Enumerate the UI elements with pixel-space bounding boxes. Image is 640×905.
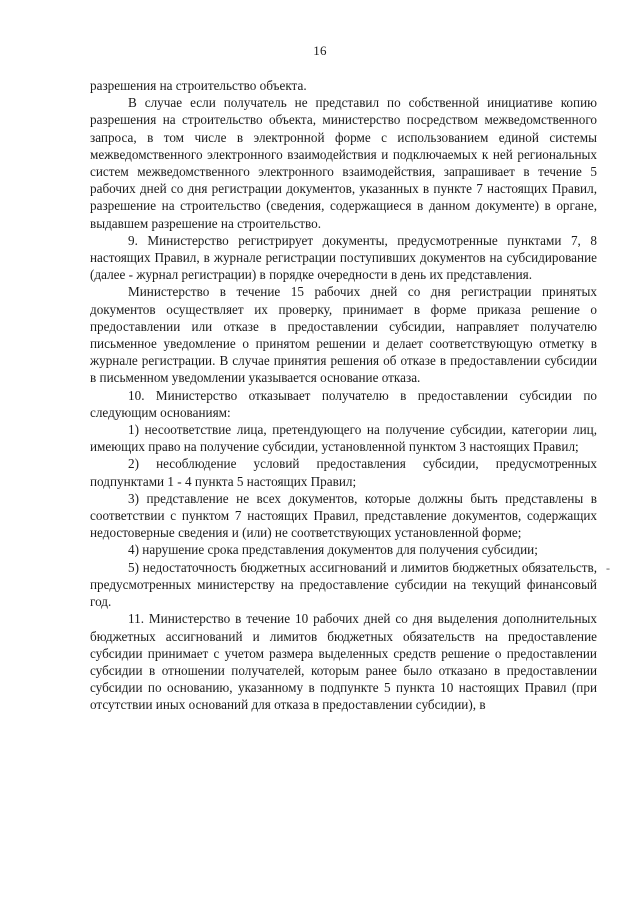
paragraph-interagency-request: В случае если получатель не представил по собственной инициативе копию разрешения на строительство объекта, министерство посредством межведомственного запроса, в том числе в электронной форме с использованием единой системы межведомственного электронного взаимодействия и подключаемых к ней региональных систем межведомственного электронного взаимодействия, запрашивает в течение 5 рабочих дней со дня регистрации документов, указанных в пункте 7 настоящих Правил, разрешение на строительство (сведения, содержащиеся в данном документе) в органе, выдавшем разрешение на строительство.: [90, 95, 597, 231]
list-item-4: 4) нарушение срока представления документов для получения субсидии;: [128, 542, 538, 558]
page-number: 16: [313, 43, 327, 58]
document-body: [90, 77, 597, 714]
paragraph-item-11: 11. Министерство в течение 10 рабочих дней со дня выделения дополнительных бюджетных ассигнований и лимитов бюджетных обязательств на предоставление субсидии принимает с учетом размера выделенных средств решение о предоставлении субсидии в отношении получателей, которым ранее было отказано в предоставлении субсидии по основанию, указанному в подпункте 5 пункта 10 настоящих Правил (при отсутствии иных оснований для отказа в предоставлении субсидии), в: [90, 611, 597, 713]
paragraph-review-decision: Министерство в течение 15 рабочих дней со дня регистрации принятых документов осуществляет их проверку, принимает в форме приказа решение о предоставлении или отказе в предоставлении субсидии, направляет получателю письменное уведомление о принятом решении и делает соответствующую отметку в журнале регистрации. В случае принятия решения об отказе в предоставлении субсидии в письменном уведомлении указывается основание отказа.: [90, 284, 597, 386]
paragraph-continuation: разрешения на строительство объекта.: [90, 78, 307, 93]
paragraph-item-9: 9. Министерство регистрирует документы, предусмотренные пунктами 7, 8 настоящих Правил, в журнале регистрации поступивших документов на субсидирование (далее - журнал регистрации) в порядке очередности в день их представления.: [90, 232, 597, 283]
margin-mark: -: [606, 561, 610, 575]
list-item-5: 5) недостаточность бюджетных ассигнований и лимитов бюджетных обязательств, предусмотренных министерству на предоставление субсидии на текущий финансовый год.: [90, 559, 597, 610]
paragraph-item-10: 10. Министерство отказывает получателю в предоставлении субсидии по следующим основаниям:: [90, 387, 597, 420]
list-item-2: 2) несоблюдение условий предоставления субсидии, предусмотренных подпунктами 1 - 4 пункта 5 настоящих Правил;: [90, 456, 597, 489]
list-item-3: 3) представление не всех документов, которые должны быть представлены в соответствии с пунктом 7 настоящих Правил, представление документов, содержащих недостоверные сведения и (или) не соответствующих установленной форме;: [90, 490, 597, 541]
list-item-1: 1) несоответствие лица, претендующего на получение субсидии, категории лиц, имеющих право на получение субсидии, установленной пунктом 3 настоящих Правил;: [90, 422, 597, 455]
